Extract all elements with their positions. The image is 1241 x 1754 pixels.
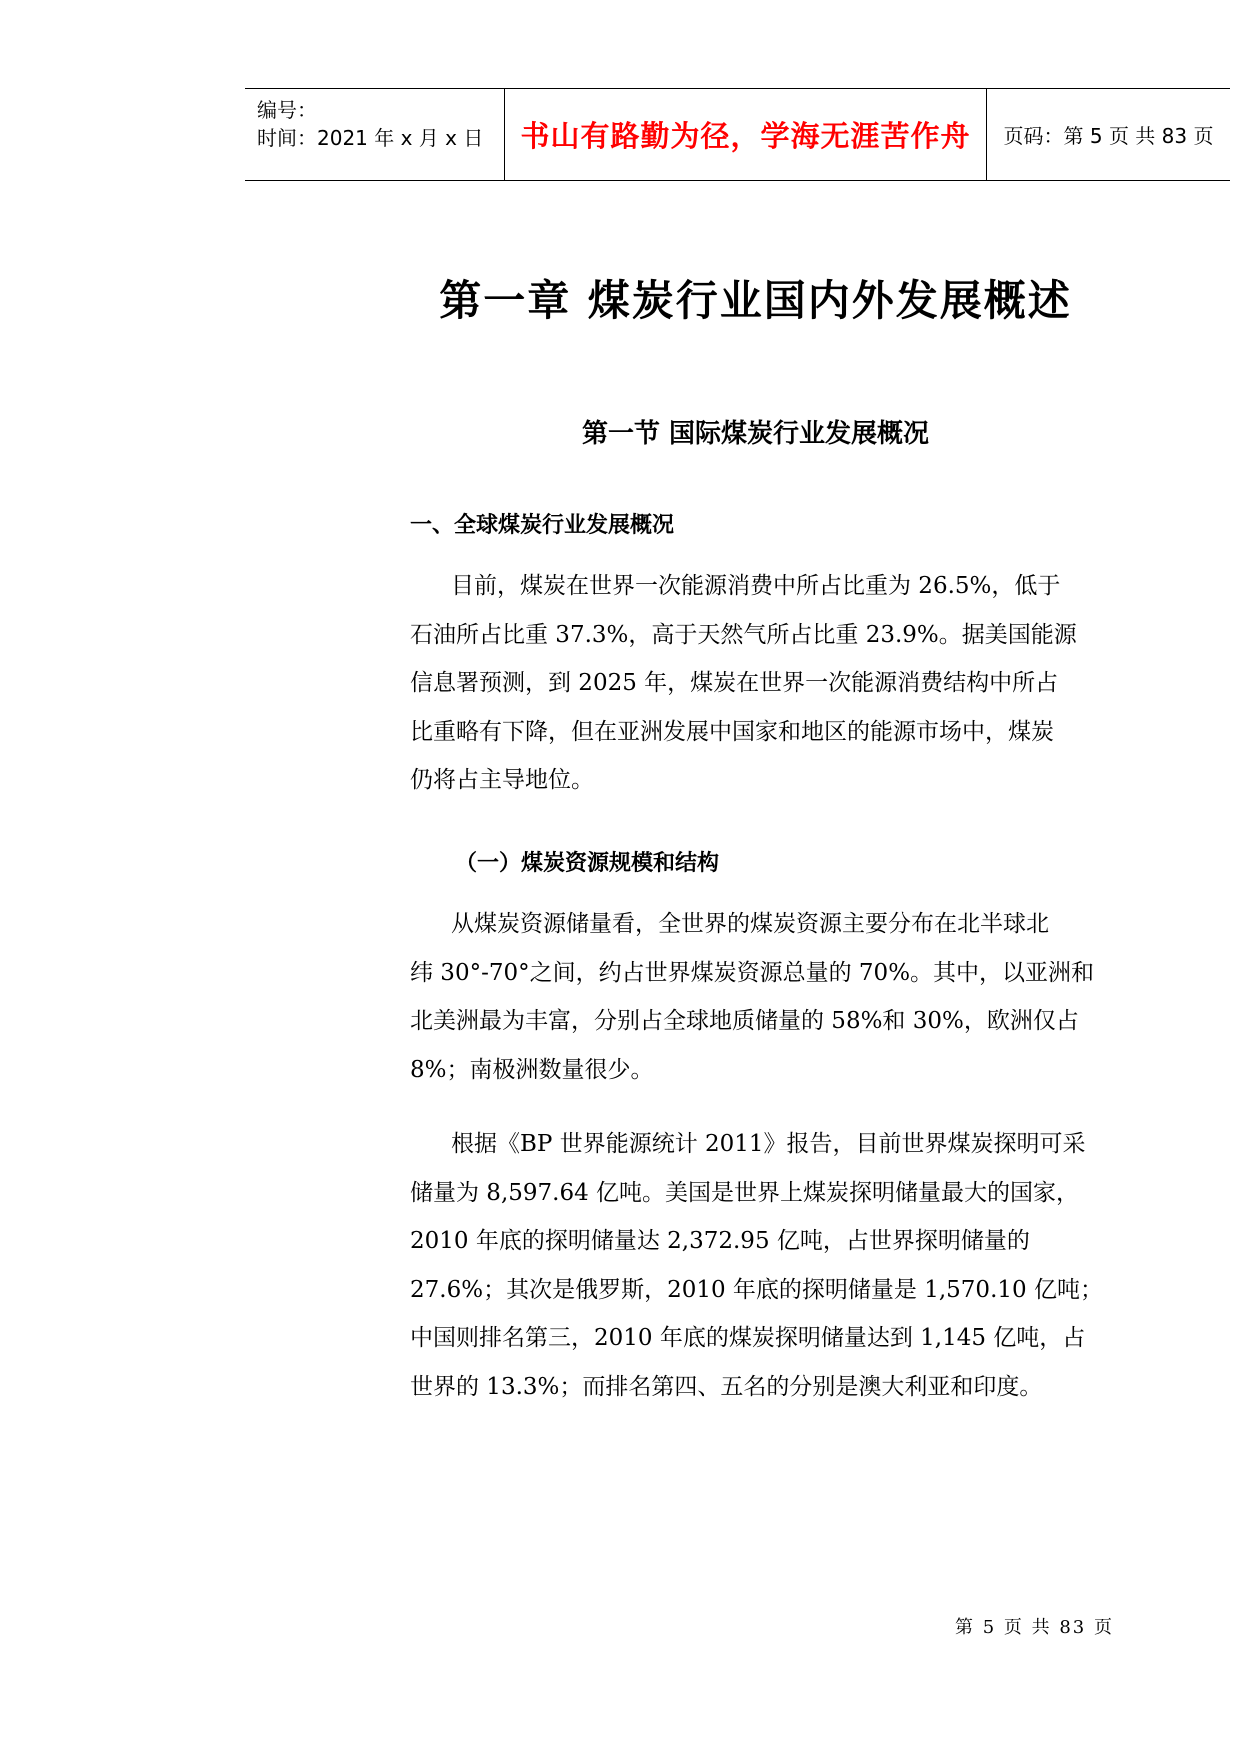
header-motto: 书山有路勤为径，学海无涯苦作舟 — [505, 89, 987, 180]
page-footer: 第 5 页 共 83 页 — [955, 1617, 1114, 1638]
paragraph-line: 纬 30°-70°之间，约占世界煤炭资源总量的 70%。其中，以亚洲和 — [410, 959, 1095, 986]
paragraph-line: 根据《BP 世界能源统计 2011》报告，目前世界煤炭探明可采 — [451, 1131, 1086, 1157]
paragraph-line: 石油所占比重 37.3%，高于天然气所占比重 23.9%。据美国能源 — [410, 621, 1077, 648]
paragraph-line: 世界的 13.3%；而排名第四、五名的分别是澳大利亚和印度。 — [410, 1373, 1043, 1400]
paragraph-energy-share — [410, 562, 1115, 805]
page-header — [245, 88, 1230, 181]
paragraph-line: 2010 年底的探明储量达 2,372.95 亿吨，占世界探明储量的 — [410, 1228, 1030, 1254]
paragraph-line: 8%；南极洲数量很少。 — [410, 1056, 654, 1083]
heading-coal-resources: （一）煤炭资源规模和结构 — [455, 851, 720, 876]
paragraph-line: 北美洲最为丰富，分别占全球地质储量的 58%和 30%，欧洲仅占 — [410, 1008, 1079, 1034]
paragraph-line: 信息署预测，到 2025 年，煤炭在世界一次能源消费结构中所占 — [410, 670, 1059, 696]
paragraph-line: 比重略有下降，但在亚洲发展中国家和地区的能源市场中，煤炭 — [410, 718, 1054, 745]
header-page-info: 页码：第 5 页 共 83 页 — [1003, 124, 1214, 148]
chapter-title: 第一章 煤炭行业国内外发展概述 — [439, 276, 1072, 325]
paragraph-line: 从煤炭资源储量看，全世界的煤炭资源主要分布在北半球北 — [451, 911, 1049, 937]
document-time-label: 时间：2021 年 x 月 x 日 — [257, 125, 484, 150]
paragraph-line: 中国则排名第三，2010 年底的煤炭探明储量达到 1,145 亿吨，占 — [410, 1325, 1086, 1351]
document-number-label: 编号： — [257, 97, 317, 122]
heading-global-overview: 一、全球煤炭行业发展概况 — [410, 513, 675, 538]
paragraph-line: 仍将占主导地位。 — [410, 767, 594, 793]
paragraph-line: 27.6%；其次是俄罗斯，2010 年底的探明储量是 1,570.10 亿吨； — [410, 1276, 1103, 1303]
paragraph-line: 目前，煤炭在世界一次能源消费中所占比重为 26.5%，低于 — [451, 573, 1061, 599]
paragraph-bp-statistics — [410, 1120, 1115, 1411]
header-meta — [245, 89, 505, 180]
paragraph-line: 储量为 8,597.64 亿吨。美国是世界上煤炭探明储量最大的国家， — [410, 1179, 1080, 1206]
section-title: 第一节 国际煤炭行业发展概况 — [581, 419, 930, 449]
paragraph-resource-distribution — [410, 900, 1115, 1094]
